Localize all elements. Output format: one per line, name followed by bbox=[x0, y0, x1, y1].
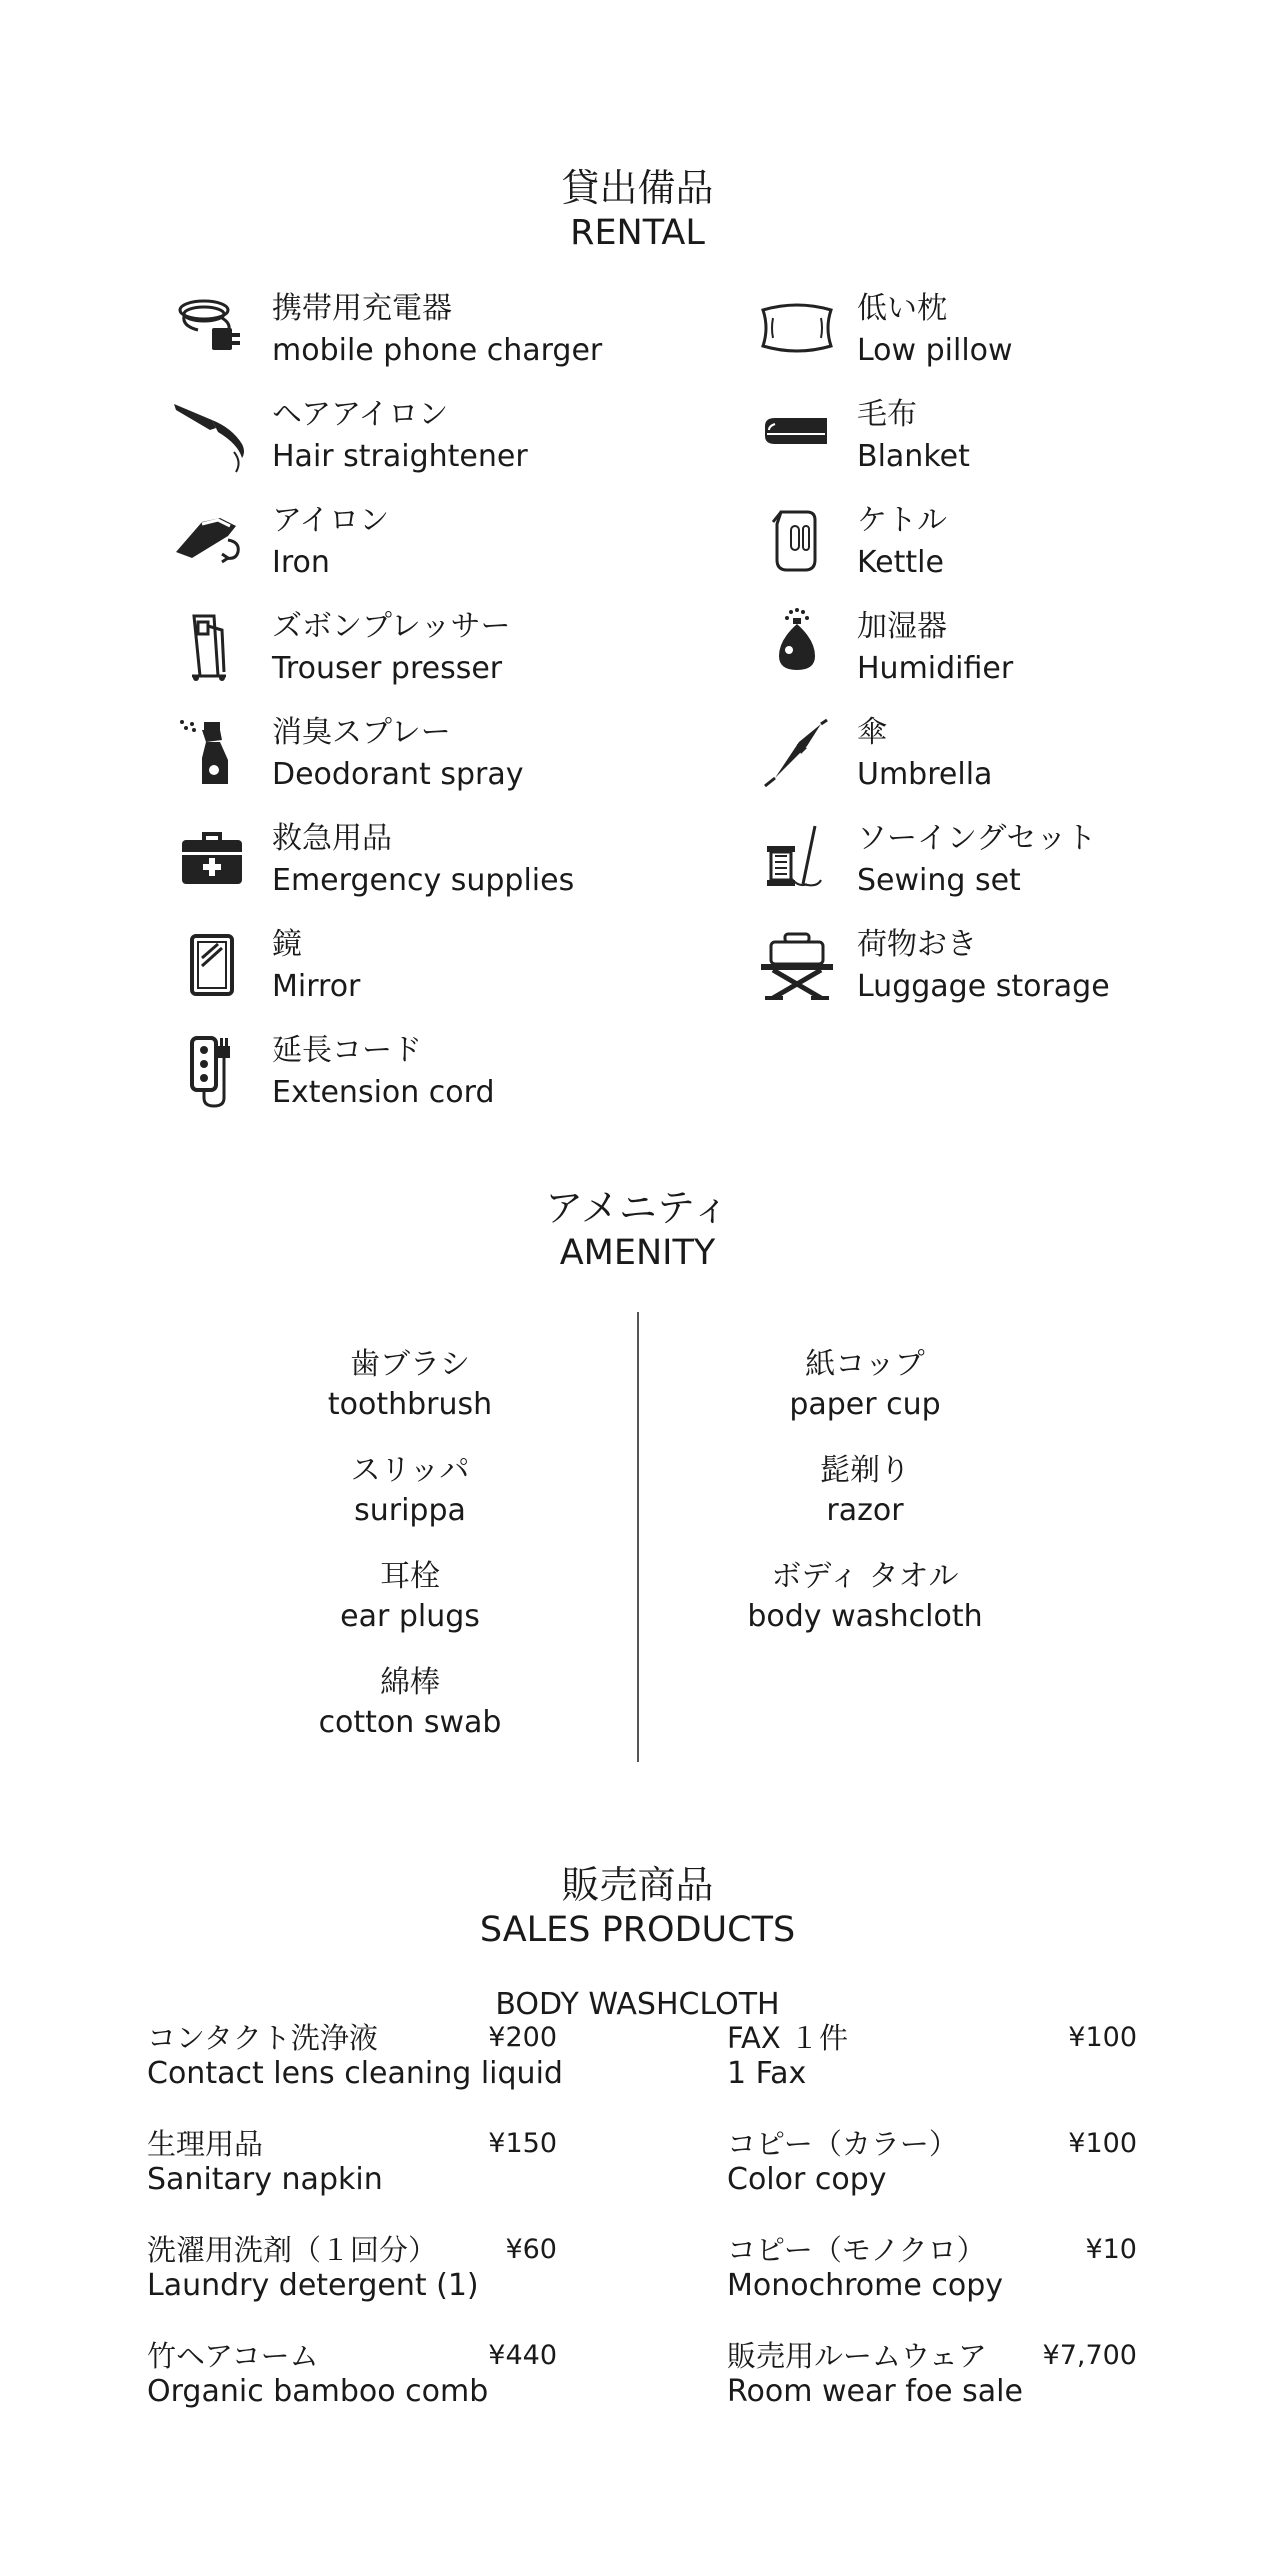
rental-item bbox=[272, 1030, 495, 1122]
amenity-item-en: cotton swab bbox=[318, 1705, 502, 1740]
sale-item-en: Sanitary napkin bbox=[147, 2162, 383, 2197]
amenity-item bbox=[180, 1345, 640, 1425]
amenity-item-jp: 髭剃り bbox=[820, 1453, 910, 1488]
sale-item-jp: 竹ヘアコーム bbox=[147, 2339, 319, 2373]
rental-item-en: Blanket bbox=[857, 439, 970, 474]
rental-item-jp: 低い枕 bbox=[857, 291, 947, 326]
humidifier-icon bbox=[757, 606, 837, 686]
iron-icon bbox=[172, 500, 252, 580]
sale-item-price: ¥7,700 bbox=[1042, 2340, 1137, 2371]
rental-item-en: Kettle bbox=[857, 545, 944, 580]
rental-item-jp: ケトル bbox=[857, 503, 947, 538]
sale-item-jp: 生理用品 bbox=[147, 2127, 264, 2161]
kettle-icon bbox=[757, 500, 837, 580]
rental-item bbox=[272, 924, 360, 1016]
charger-icon bbox=[172, 288, 252, 368]
rental-item-jp: ヘアアイロン bbox=[272, 397, 449, 432]
first-aid-kit-icon bbox=[172, 818, 252, 898]
amenity-item-en: paper cup bbox=[789, 1387, 941, 1422]
sale-item-en: Room wear foe sale bbox=[727, 2374, 1023, 2409]
rental-item-en: Extension cord bbox=[272, 1075, 495, 1110]
rental-item-jp: ズボンプレッサー bbox=[272, 609, 511, 644]
rental-item bbox=[857, 712, 992, 804]
sale-item bbox=[727, 2232, 1137, 2304]
umbrella-icon bbox=[757, 712, 837, 792]
amenity-item-en: ear plugs bbox=[340, 1599, 480, 1634]
rental-item-en: Deodorant spray bbox=[272, 757, 524, 792]
rental-title-jp: 貸出備品 bbox=[561, 166, 714, 210]
rental-item-jp: アイロン bbox=[272, 503, 390, 538]
amenity-item-en: razor bbox=[826, 1493, 904, 1528]
rental-item-en: Sewing set bbox=[857, 863, 1021, 898]
trouser-presser-icon bbox=[172, 606, 252, 686]
sale-item-en: Monochrome copy bbox=[727, 2268, 1004, 2303]
pillow-icon bbox=[757, 288, 837, 368]
amenity-item-jp: 紙コップ bbox=[805, 1347, 925, 1382]
rental-title-en: RENTAL bbox=[570, 213, 705, 253]
rental-item-jp: 傘 bbox=[857, 715, 887, 750]
rental-item-en: Low pillow bbox=[857, 333, 1013, 368]
rental-item bbox=[857, 818, 1096, 910]
rental-item-jp: 救急用品 bbox=[272, 821, 392, 856]
amenity-title-jp: アメニティ bbox=[545, 1186, 730, 1230]
rental-item-en: Humidifier bbox=[857, 651, 1014, 686]
sale-item bbox=[727, 2126, 1137, 2198]
rental-item-en: mobile phone charger bbox=[272, 333, 603, 368]
sale-item-jp: コンタクト洗浄液 bbox=[147, 2021, 378, 2055]
sale-item bbox=[147, 2020, 563, 2092]
rental-item-en: Trouser presser bbox=[272, 651, 503, 686]
rental-item-en: Emergency supplies bbox=[272, 863, 575, 898]
rental-item-jp: 携帯用充電器 bbox=[272, 291, 452, 326]
amenity-item bbox=[180, 1451, 640, 1531]
sale-item-price: ¥150 bbox=[488, 2128, 557, 2159]
sale-item-price: ¥100 bbox=[1068, 2022, 1137, 2053]
sales-subtitle: BODY WASHCLOTH bbox=[495, 1987, 780, 2022]
rental-item-jp: 延長コード bbox=[272, 1033, 422, 1068]
extension-cord-icon bbox=[172, 1030, 252, 1110]
rental-item-jp: 鏡 bbox=[272, 927, 302, 962]
rental-item-jp: 消臭スプレー bbox=[272, 715, 451, 750]
amenity-item-jp: ボディ タオル bbox=[771, 1559, 959, 1594]
sale-item-en: Color copy bbox=[727, 2162, 887, 2197]
rental-item-en: Mirror bbox=[272, 969, 361, 1004]
amenity-item-jp: 綿棒 bbox=[380, 1665, 440, 1700]
luggage-rack-icon bbox=[757, 924, 837, 1004]
rental-item-jp: ソーイングセット bbox=[857, 821, 1097, 856]
rental-item-en: Luggage storage bbox=[857, 969, 1110, 1004]
rental-item bbox=[857, 924, 1110, 1016]
amenity-item-jp: 歯ブラシ bbox=[350, 1347, 470, 1382]
sale-item bbox=[727, 2338, 1137, 2410]
amenity-item bbox=[635, 1557, 1095, 1637]
sale-item-en: Organic bamboo comb bbox=[147, 2374, 489, 2409]
amenity-item bbox=[180, 1557, 640, 1637]
rental-item bbox=[272, 606, 511, 698]
amenity-item bbox=[635, 1345, 1095, 1425]
amenity-item-jp: 耳栓 bbox=[380, 1559, 440, 1594]
rental-item-jp: 荷物おき bbox=[857, 927, 977, 962]
sale-item-price: ¥10 bbox=[1085, 2234, 1137, 2265]
rental-item bbox=[272, 288, 602, 380]
sale-item-jp: FAX １件 bbox=[727, 2021, 848, 2055]
sale-item bbox=[147, 2232, 557, 2304]
amenity-heading bbox=[0, 1185, 1275, 1275]
spray-bottle-icon bbox=[172, 712, 252, 792]
rental-item-jp: 加湿器 bbox=[857, 609, 947, 644]
rental-item bbox=[857, 394, 970, 486]
sale-item-price: ¥440 bbox=[488, 2340, 557, 2371]
sales-title-jp: 販売商品 bbox=[561, 1863, 714, 1907]
mirror-icon bbox=[172, 924, 252, 1004]
sale-item-en: 1 Fax bbox=[727, 2056, 807, 2091]
sale-item bbox=[147, 2338, 557, 2410]
sale-item-jp: 洗濯用洗剤（１回分） bbox=[147, 2233, 438, 2267]
sale-item-price: ¥100 bbox=[1068, 2128, 1137, 2159]
amenity-item bbox=[635, 1451, 1095, 1531]
hair-straightener-icon bbox=[172, 394, 252, 474]
sewing-set-icon bbox=[757, 818, 837, 898]
sale-item-jp: コピー（モノクロ） bbox=[727, 2233, 986, 2267]
rental-heading bbox=[0, 165, 1275, 255]
amenity-item-en: toothbrush bbox=[327, 1387, 493, 1422]
sale-item-jp: 販売用ルームウェア bbox=[727, 2339, 987, 2373]
sale-item-jp: コピー（カラー） bbox=[727, 2127, 958, 2161]
sale-item-en: Laundry detergent (1) bbox=[147, 2268, 479, 2303]
sale-item-price: ¥60 bbox=[505, 2234, 557, 2265]
blanket-icon bbox=[757, 394, 837, 474]
sales-heading bbox=[0, 1862, 1275, 1952]
rental-item bbox=[857, 288, 1013, 380]
rental-item bbox=[272, 818, 574, 910]
rental-item bbox=[272, 712, 523, 804]
rental-item bbox=[272, 394, 528, 486]
amenity-item-en: surippa bbox=[354, 1493, 466, 1528]
sale-item-en: Contact lens cleaning liquid bbox=[147, 2056, 563, 2091]
amenity-item bbox=[180, 1663, 640, 1743]
sale-item-price: ¥200 bbox=[488, 2022, 557, 2053]
amenity-item-en: body washcloth bbox=[747, 1599, 983, 1634]
rental-item-en: Iron bbox=[272, 545, 330, 580]
amenity-title-en: AMENITY bbox=[559, 1233, 716, 1273]
rental-item bbox=[272, 500, 389, 592]
rental-item-jp: 毛布 bbox=[857, 397, 917, 432]
sale-item bbox=[147, 2126, 557, 2198]
amenity-item-jp: スリッパ bbox=[350, 1453, 470, 1488]
sales-title-en: SALES PRODUCTS bbox=[479, 1910, 796, 1950]
rental-item bbox=[857, 606, 1013, 698]
sale-item bbox=[727, 2020, 1137, 2092]
rental-item bbox=[857, 500, 947, 592]
rental-item-en: Umbrella bbox=[857, 757, 993, 792]
rental-item-en: Hair straightener bbox=[272, 439, 528, 474]
